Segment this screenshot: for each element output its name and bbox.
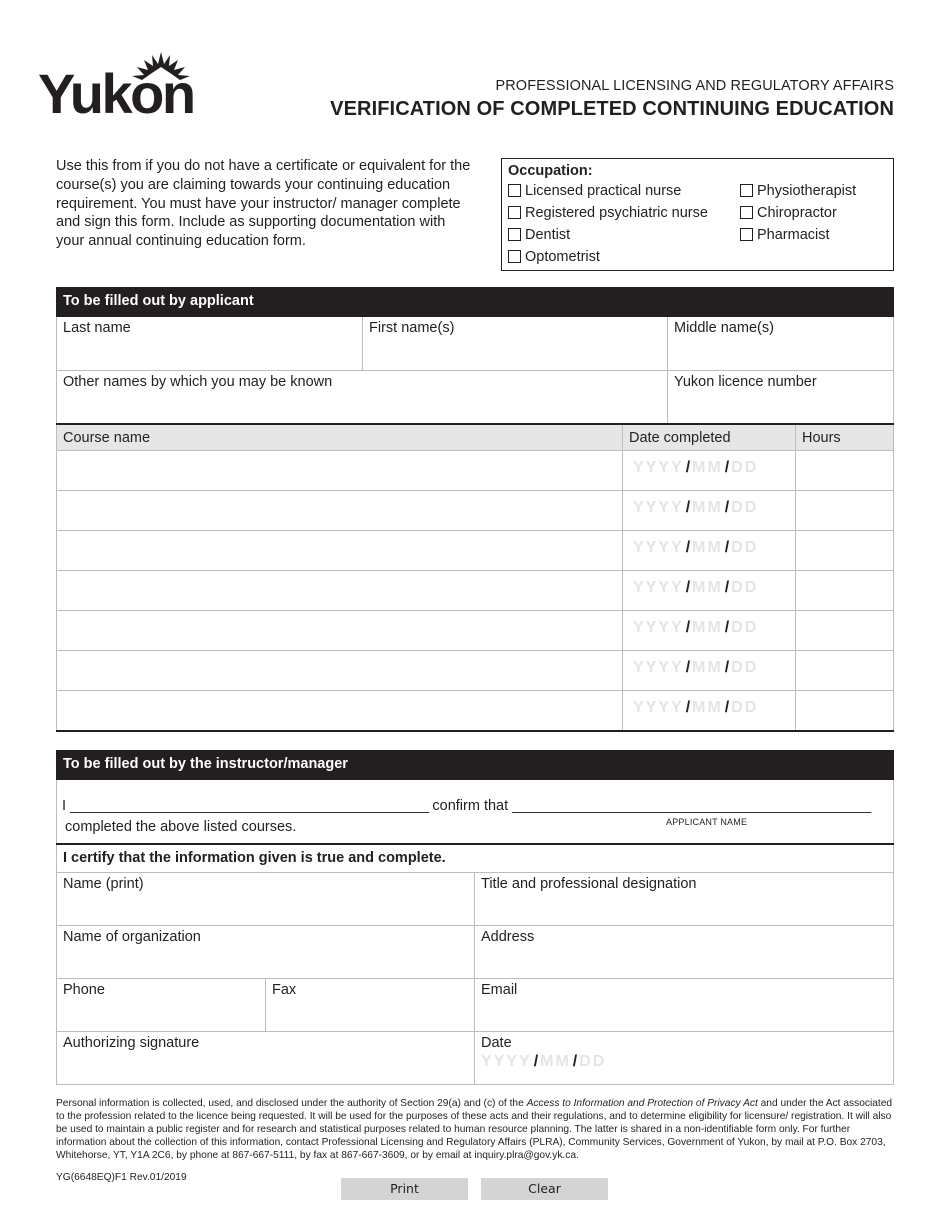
- date-completed-input[interactable]: YYYY / MM / DD: [623, 691, 796, 731]
- department-name: PROFESSIONAL LICENSING AND REGULATORY AFFAIRS: [495, 78, 894, 94]
- organization-field[interactable]: Name of organization: [56, 926, 475, 979]
- logo-wordmark: Yukon: [38, 62, 194, 125]
- form-id: YG(6648EQ)F1 Rev.01/2019: [56, 1172, 187, 1183]
- yukon-logo: [38, 52, 213, 124]
- middle-names-field[interactable]: Middle name(s): [668, 317, 894, 371]
- occupation-dentist[interactable]: Dentist: [508, 225, 740, 244]
- occupation-title: Occupation:: [508, 163, 593, 179]
- hours-input[interactable]: [796, 571, 894, 611]
- date-completed-input[interactable]: YYYY / MM / DD: [623, 571, 796, 611]
- clear-button[interactable]: Clear: [481, 1178, 608, 1200]
- checkbox[interactable]: [508, 206, 521, 219]
- instructor-name-blank[interactable]: ________________________________________________: [70, 798, 429, 814]
- occupation-chiropractor[interactable]: Chiropractor: [740, 203, 890, 222]
- hours-input[interactable]: [796, 451, 894, 491]
- other-names-field[interactable]: Other names by which you may be known: [56, 371, 668, 424]
- occupation-optometrist[interactable]: Optometrist: [508, 247, 740, 266]
- applicant-name-blank[interactable]: ________________________________________________: [512, 798, 871, 814]
- course-name-input[interactable]: [56, 571, 623, 611]
- hours-input[interactable]: [796, 611, 894, 651]
- occupation-licensed-practical-nurse[interactable]: Licensed practical nurse: [508, 181, 740, 200]
- fax-field[interactable]: Fax: [266, 979, 475, 1032]
- hours-input[interactable]: [796, 651, 894, 691]
- certify-statement: I certify that the information given is true and complete.: [56, 845, 894, 873]
- divider: [56, 730, 894, 732]
- hours-header: Hours: [796, 425, 894, 451]
- checkbox[interactable]: [740, 206, 753, 219]
- first-names-field[interactable]: First name(s): [363, 317, 668, 371]
- title-designation-field[interactable]: Title and professional designation: [475, 873, 894, 926]
- checkbox[interactable]: [508, 250, 521, 263]
- occupation-physiotherapist[interactable]: Physiotherapist: [740, 181, 890, 200]
- name-print-field[interactable]: Name (print): [56, 873, 475, 926]
- phone-field[interactable]: Phone: [56, 979, 266, 1032]
- course-name-input[interactable]: [56, 611, 623, 651]
- occupation-registered-psychiatric-nurse[interactable]: Registered psychiatric nurse: [508, 203, 740, 222]
- signature-field[interactable]: Authorizing signature: [56, 1032, 475, 1085]
- checkbox[interactable]: [740, 228, 753, 241]
- date-completed-input[interactable]: YYYY / MM / DD: [623, 531, 796, 571]
- occupation-pharmacist[interactable]: Pharmacist: [740, 225, 890, 244]
- date-completed-input[interactable]: YYYY / MM / DD: [623, 491, 796, 531]
- form-title: VERIFICATION OF COMPLETED CONTINUING EDUCATION: [330, 98, 894, 120]
- email-field[interactable]: Email: [475, 979, 894, 1032]
- checkbox[interactable]: [740, 184, 753, 197]
- date-completed-input[interactable]: YYYY / MM / DD: [623, 611, 796, 651]
- date-completed-input[interactable]: YYYY / MM / DD: [623, 651, 796, 691]
- licence-number-field[interactable]: Yukon licence number: [668, 371, 894, 424]
- applicant-name-caption: APPLICANT NAME: [666, 817, 748, 827]
- intro-text: Use this from if you do not have a certificate or equivalent for the course(s) you are claiming towards your continuing education requirement. You must have your instructor/ manager complete and sign this form. Include as supporting documentation with your annual continuing education form.: [56, 158, 471, 250]
- hours-input[interactable]: [796, 491, 894, 531]
- checkbox[interactable]: [508, 184, 521, 197]
- instructor-section-header: To be filled out by the instructor/manager: [56, 750, 894, 780]
- date-placeholder: YYYY / MM / DD: [481, 1053, 607, 1070]
- course-name-input[interactable]: [56, 531, 623, 571]
- completed-text: completed the above listed courses.: [65, 819, 297, 835]
- course-name-header: Course name: [56, 425, 623, 451]
- address-field[interactable]: Address: [475, 926, 894, 979]
- print-button[interactable]: Print: [341, 1178, 468, 1200]
- applicant-section-header: To be filled out by applicant: [56, 287, 894, 317]
- checkbox[interactable]: [508, 228, 521, 241]
- confirm-statement: I ________________________________________________ confirm that ________________________________________________: [62, 798, 871, 814]
- date-field[interactable]: Date YYYY / MM / DD: [475, 1032, 894, 1085]
- course-name-input[interactable]: [56, 451, 623, 491]
- hours-input[interactable]: [796, 691, 894, 731]
- course-name-input[interactable]: [56, 651, 623, 691]
- privacy-notice: Personal information is collected, used, and disclosed under the authority of Section 29(a) and (c) of the Access to Information and Protection of Privacy Act and under the Act associated to the profession related to the licence being requested. It will be used for the purposes of these acts and their regulations, and to determine eligibility for licensure/ registration. It will also be used to maintain a public register and for research and statistical purposes related to human resource planning. The latter is shared in a non-identifiable form only. For further information about the collection of this information, contact Professional Licensing and Regulatory Affairs (PLRA), Community Services, Government of Yukon, by mail at P.O. Box 2703, Whitehorse, YT, Y1A 2C6, by phone at 867-667-5111, by fax at 867-667-3609, or by email at inquiry.plra@gov.yk.ca.: [56, 1098, 893, 1161]
- date-completed-input[interactable]: YYYY / MM / DD: [623, 451, 796, 491]
- course-name-input[interactable]: [56, 691, 623, 731]
- date-completed-header: Date completed: [623, 425, 796, 451]
- occupation-box: [501, 158, 894, 271]
- course-name-input[interactable]: [56, 491, 623, 531]
- last-name-field[interactable]: Last name: [56, 317, 363, 371]
- hours-input[interactable]: [796, 531, 894, 571]
